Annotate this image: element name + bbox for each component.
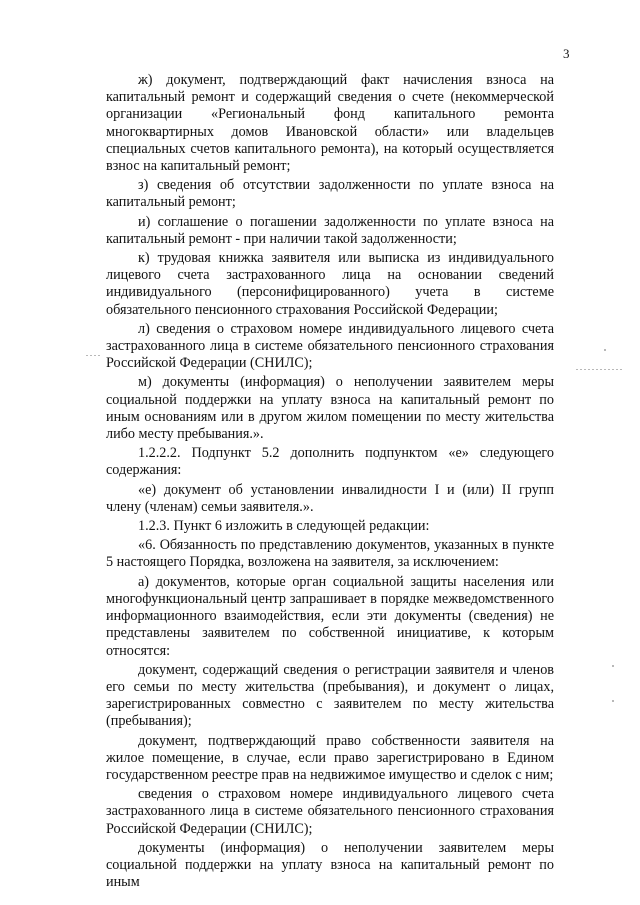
paragraph-zh: ж) документ, подтверждающий факт начисления взноса на капитальный ремонт и содержащий сведения о счете (некоммерческой организации «Региональный фонд капитального ремонта многоквартирных домов Ивановской области» или владельцев специальных счетов капитального ремонта), на который осуществляется взнос на капитальный ремонт; — [106, 72, 554, 175]
scan-artifact-right — [576, 369, 622, 370]
paragraph-z: з) сведения об отсутствии задолженности по уплате взноса на капитальный ремонт; — [106, 177, 554, 211]
paragraph-6: «6. Обязанность по представлению документов, указанных в пункте 5 настоящего Порядка, возложена на заявителя, за исключением: — [106, 537, 554, 571]
paragraph-i: и) соглашение о погашении задолженности по уплате взноса на капитальный ремонт - при наличии такой задолженности; — [106, 213, 554, 247]
document-body — [106, 72, 554, 893]
paragraph-a: а) документов, которые орган социальной защиты населения или многофункциональный центр запрашивает в порядке межведомственного информационного взаимодействия, если эти документы (сведения) не представлены заявителем по собственной инициативе, к которым относятся: — [106, 573, 554, 659]
paragraph-l: л) сведения о страховом номере индивидуального лицевого счета застрахованного лица в системе обязательного пенсионного страхования Российской Федерации (СНИЛС); — [106, 320, 554, 372]
paragraph-ownership: документ, подтверждающий право собственности заявителя на жилое помещение, в случае, если право зарегистрировано в Едином государственном реестре прав на недвижимое имущество и сделок с ним; — [106, 732, 554, 783]
scan-artifact-dot — [612, 700, 614, 702]
paragraph-k: к) трудовая книжка заявителя или выписка из индивидуального лицевого счета застрахованного лица на основании сведений индивидуального (персонифицированного) учета в системе обязательного пенсионного страхования Российской Федерации; — [106, 250, 554, 318]
scan-artifact-dot — [604, 349, 606, 351]
paragraph-registration: документ, содержащий сведения о регистрации заявителя и членов его семьи по месту жительства (пребывания), и документ о лицах, зарегистрированных совместно с заявителем по месту жительства (пребывания); — [106, 661, 554, 730]
page-number: 3 — [563, 46, 570, 61]
paragraph-snils: сведения о страховом номере индивидуального лицевого счета застрахованного лица в системе обязательного пенсионного страхования Российской Федерации (СНИЛС); — [106, 786, 554, 837]
paragraph-1-2-3: 1.2.3. Пункт 6 изложить в следующей редакции: — [138, 518, 430, 535]
paragraph-1-2-2-2: 1.2.2.2. Подпункт 5.2 дополнить подпунктом «е» следующего содержания: — [106, 445, 554, 479]
paragraph-m: м) документы (информация) о неполучении заявителем меры социальной поддержки на уплату взноса на капитальный ремонт по иным основаниям или в другом жилом помещении по месту жительства либо месту пребывания.». — [106, 374, 554, 443]
scan-artifact-left — [86, 355, 100, 356]
paragraph-non-receipt: документы (информация) о неполучении заявителем меры социальной поддержки на уплату взноса на капитальный ремонт по иным — [106, 839, 554, 891]
paragraph-e: «е) документ об установлении инвалидности I и (или) II групп члену (членам) семьи заявителя.». — [106, 481, 554, 515]
scan-artifact-dot — [612, 665, 614, 667]
